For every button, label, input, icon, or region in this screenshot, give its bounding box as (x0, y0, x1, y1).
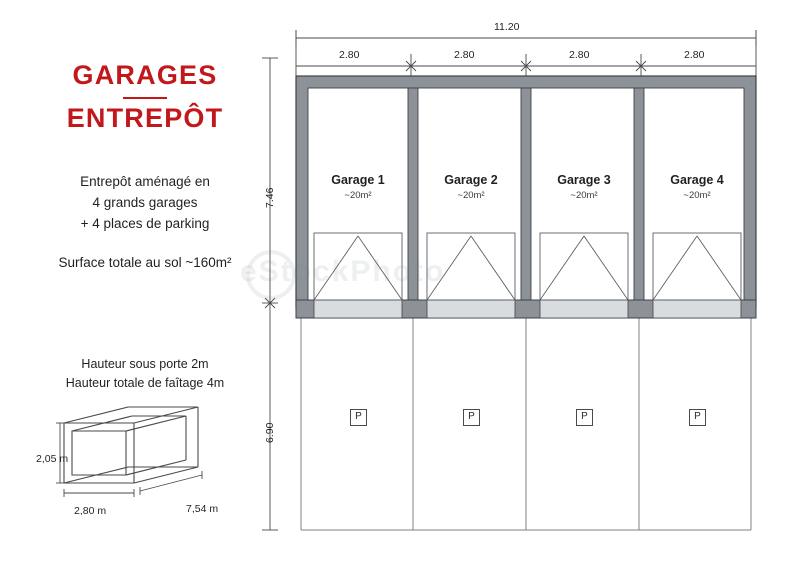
plan-drawing (256, 18, 786, 548)
box-inner-top-right (126, 416, 186, 431)
door-opening-1 (314, 300, 402, 318)
garage-area-4: ~20m² (683, 190, 711, 201)
description-line-1: Entrepôt aménagé en (80, 174, 210, 190)
garage-area-2: ~20m² (457, 190, 485, 201)
description-block (20, 172, 270, 235)
box-bottom-right-edge (134, 467, 198, 483)
garage-3d-sketch (36, 405, 266, 520)
height-door-text: Hauteur sous porte 2m (81, 357, 209, 371)
height-ridge-text: Hauteur totale de faîtage 4m (65, 375, 225, 390)
garage-label-1 (308, 173, 408, 201)
box-front-opening (72, 431, 126, 475)
garage-label-3 (534, 173, 634, 201)
garage-name-1: Garage 1 (331, 173, 385, 187)
height-info-block (20, 355, 270, 393)
parking-mark-1: P (350, 409, 367, 426)
page-title-line2: ENTREPÔT (66, 103, 224, 134)
bay-width-label-3: 2.80 (569, 49, 590, 61)
description-line-2: 4 grands garages (92, 195, 198, 211)
box-width-label: 2,80 m (74, 505, 107, 517)
box-depth-dim-line (140, 475, 202, 491)
bay-width-label-4: 2.80 (684, 49, 705, 61)
total-surface-text: Surface totale au sol ~160m² (58, 254, 232, 270)
overall-width-label: 11.20 (494, 21, 520, 33)
building-depth-label: 7.46 (264, 187, 276, 208)
partition-1 (408, 88, 418, 300)
partition-3 (634, 88, 644, 300)
box-depth-label: 7,54 m (186, 503, 219, 515)
description-line-3: + 4 places de parking (80, 215, 210, 231)
garage-area-3: ~20m² (570, 190, 598, 201)
garage-label-2 (421, 173, 521, 201)
garage-name-2: Garage 2 (444, 173, 498, 187)
garage-label-4 (647, 173, 747, 201)
garage-3d-svg (36, 405, 266, 520)
plan-svg (256, 18, 786, 548)
title-divider (123, 97, 167, 99)
box-top-left-edge (64, 407, 128, 423)
parking-mark-3: P (576, 409, 593, 426)
garage-name-3: Garage 3 (557, 173, 611, 187)
door-opening-4 (653, 300, 741, 318)
door-opening-3 (540, 300, 628, 318)
left-info-column (20, 60, 270, 270)
door-opening-2 (427, 300, 515, 318)
parking-depth-label: 6.90 (264, 422, 276, 443)
partition-2 (521, 88, 531, 300)
parking-mark-4: P (689, 409, 706, 426)
box-height-label: 2,05 m (36, 453, 69, 465)
watermark-circle-icon (246, 250, 296, 300)
parking-mark-2: P (463, 409, 480, 426)
page-title-line1: GARAGES (72, 60, 218, 90)
bay-width-label-2: 2.80 (454, 49, 475, 61)
bay-width-label-1: 2.80 (339, 49, 360, 61)
garage-area-1: ~20m² (344, 190, 372, 201)
garage-name-4: Garage 4 (670, 173, 724, 187)
